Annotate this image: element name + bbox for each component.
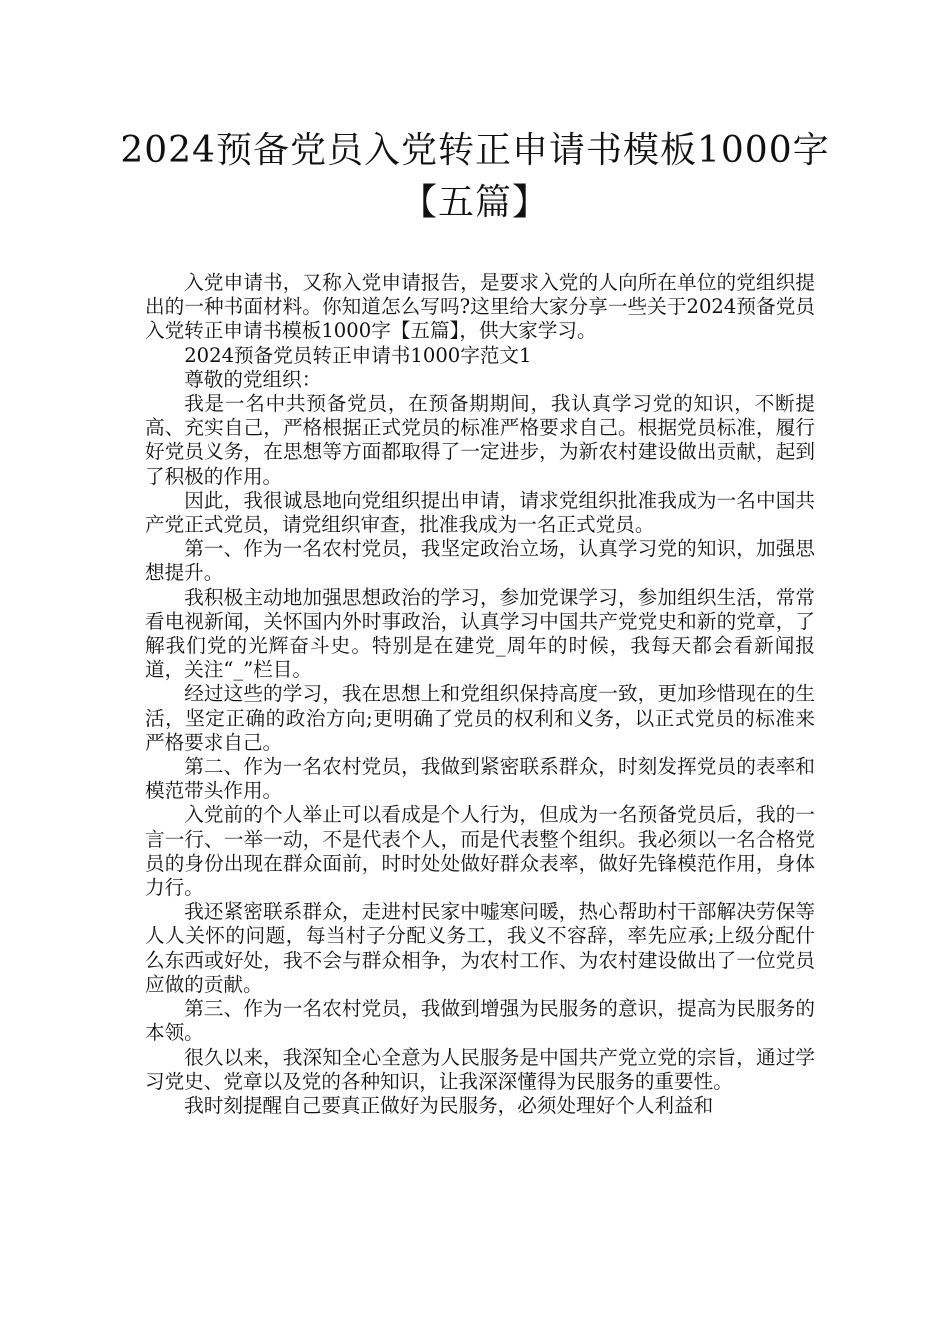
document-title-line-1: 2024预备党员入党转正申请书模板1000字	[120, 130, 830, 171]
paragraph: 很久以来，我深知全心全意为人民服务是中国共产党立党的宗旨，通过学习党史、党章以及党的各种知识，让我深深懂得为民服务的重要性。	[145, 1045, 815, 1093]
paragraph-intro: 入党申请书，又称入党申请报告，是要求入党的人向所在单位的党组织提出的一种书面材料。你知道怎么写吗?这里给大家分享一些关于2024预备党员入党转正申请书模板1000字【五篇】，供大家学习。	[145, 271, 815, 343]
paragraph: 我还紧密联系群众，走进村民家中嘘寒问暖，热心帮助村干部解决劳保等人人关怀的问题，每当村子分配义务工，我义不容辞，率先应承;上级分配什么东西或好处，我不会与群众相争，为农村工作、为农村建设做出了一位党员应做的贡献。	[145, 900, 815, 996]
paragraph-section-3: 第三、作为一名农村党员，我做到增强为民服务的意识，提高为民服务的本领。	[145, 997, 815, 1045]
paragraph: 入党前的个人举止可以看成是个人行为，但成为一名预备党员后，我的一言一行、一举一动，不是代表个人，而是代表整个组织。我必须以一名合格党员的身份出现在群众面前，时时处处做好群众表率，做好先锋模范作用，身体力行。	[145, 803, 815, 900]
paragraph: 因此，我很诚恳地向党组织提出申请，请求党组织批准我成为一名中国共产党正式党员，请党组织审查，批准我成为一名正式党员。	[145, 488, 815, 537]
paragraph: 我时刻提醒自己要真正做好为民服务，必须处理好个人利益和	[184, 1093, 714, 1117]
paragraph-sample-heading: 2024预备党员转正申请书1000字范文1	[184, 343, 532, 367]
paragraph: 我积极主动地加强思想政治的学习，参加党课学习，参加组织生活，常常看电视新闻，关怀国内外时事政治，认真学习中国共产党党史和新的党章，了解我们党的光辉奋斗史。特别是在建党_周年的时候，我每天都会看新闻报道，关注“_”栏目。	[145, 585, 815, 682]
document-body	[145, 271, 815, 1118]
paragraph: 经过这些的学习，我在思想上和党组织保持高度一致，更加珍惜现在的生活，坚定正确的政治方向;更明确了党员的权利和义务，以正式党员的标准来严格要求自己。	[145, 682, 815, 754]
paragraph-salutation: 尊敬的党组织：	[184, 367, 322, 391]
paragraph-section-2: 第二、作为一名农村党员，我做到紧密联系群众，时刻发挥党员的表率和模范带头作用。	[145, 755, 815, 803]
paragraph-section-1: 第一、作为一名农村党员，我坚定政治立场，认真学习党的知识，加强思想提升。	[145, 537, 815, 585]
document-title-line-2: 【五篇】	[400, 182, 549, 223]
paragraph: 我是一名中共预备党员，在预备期期间，我认真学习党的知识，不断提高、充实自己，严格根据正式党员的标准严格要求自己。根据党员标准，履行好党员义务，在思想等方面都取得了一定进步，为新农村建设做出贡献，起到了积极的作用。	[145, 392, 815, 488]
